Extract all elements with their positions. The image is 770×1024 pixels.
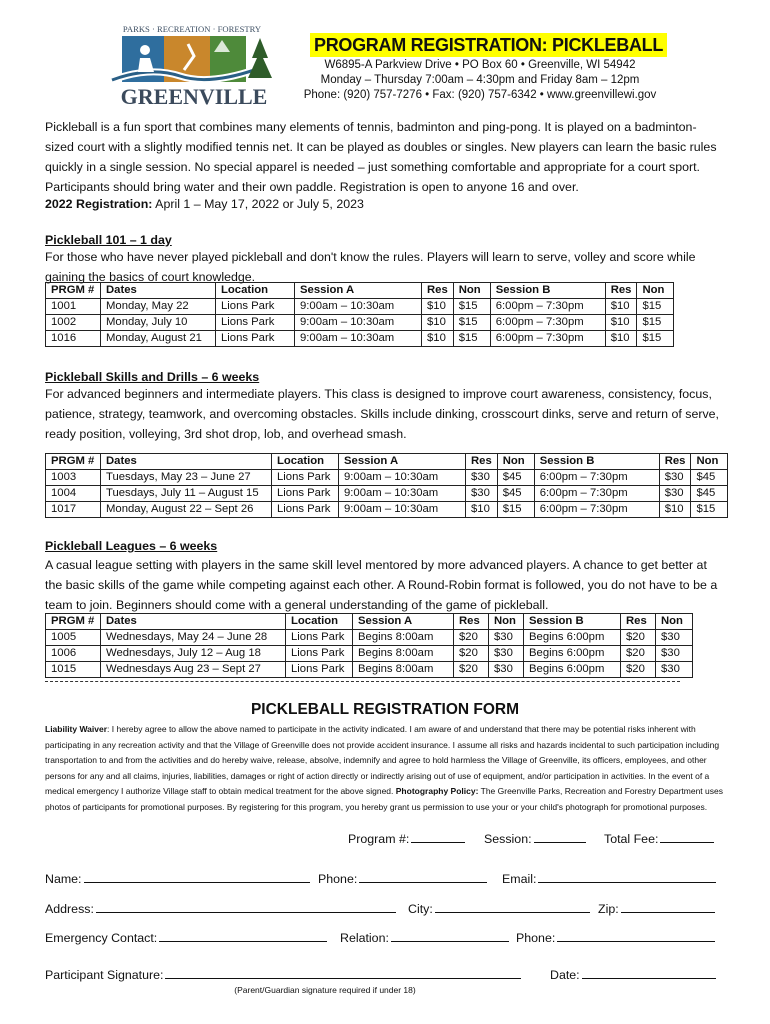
table-cell: Lions Park (216, 331, 295, 347)
column-header: Non (497, 454, 534, 470)
table-cell: $45 (497, 486, 534, 502)
column-header: Non (637, 283, 674, 299)
table-cell: $15 (453, 331, 490, 347)
relation-field (340, 929, 509, 946)
table-cell: Lions Park (272, 502, 339, 518)
column-header: Session B (534, 454, 659, 470)
table-cell: $10 (659, 502, 691, 518)
total-fee-input[interactable] (660, 830, 714, 843)
table-cell: Wednesdays Aug 23 – Sept 27 (101, 662, 286, 678)
table-cell: $30 (489, 662, 524, 678)
program-input[interactable] (411, 830, 465, 843)
relation-label: Relation: (340, 931, 389, 945)
address-input[interactable] (96, 900, 396, 913)
table-cell: 9:00am – 10:30am (339, 502, 466, 518)
address-label: Address: (45, 902, 94, 916)
emergency-contact-field (45, 929, 327, 946)
schedule-table (45, 282, 674, 347)
column-header: Dates (101, 283, 216, 299)
table-header-row (46, 454, 728, 470)
table-cell: $10 (422, 315, 454, 331)
table-cell: Lions Park (216, 299, 295, 315)
table-row (46, 646, 693, 662)
table-cell: $15 (497, 502, 534, 518)
photo-policy-body: The Greenville Parks, Recreation and Forestry Department uses photos of participants for promotional purposes. By registering for this program, you hereby grant us permission to use your or your child's photograph for promotional purposes. (45, 786, 723, 812)
column-header: Session A (353, 614, 454, 630)
table-cell: $45 (497, 470, 534, 486)
schedule-table (45, 613, 693, 678)
column-header: Non (489, 614, 524, 630)
table-row (46, 486, 728, 502)
registration-line (45, 195, 364, 213)
table-cell: $30 (466, 470, 498, 486)
emergency-contact-label: Emergency Contact: (45, 931, 158, 945)
phone-input[interactable] (359, 870, 487, 883)
table-cell: Begins 6:00pm (524, 630, 621, 646)
section-heading: Pickleball Leagues – 6 weeks (45, 539, 218, 553)
phone-label: Phone: (318, 872, 358, 886)
column-header: Session B (490, 283, 605, 299)
header-hours: Monday – Thursday 7:00am – 4:30pm and Friday 8am – 12pm (320, 74, 640, 86)
table-cell: $15 (637, 315, 674, 331)
date-label: Date: (550, 968, 580, 982)
table-cell: 6:00pm – 7:30pm (534, 486, 659, 502)
section-description: For advanced beginners and intermediate players. This class is designed to improve court awareness, consistency, focus, patience, strategy, teamwork, and overcoming obstacles. Skills include dinking, crosscourt dinks, serve and return of serve, ready position, volleying, 3rd shot drop, lob, and overhead smash. (45, 387, 720, 441)
table-cell: 1002 (46, 315, 101, 331)
table-cell: Begins 8:00am (353, 630, 454, 646)
column-header: Location (272, 454, 339, 470)
column-header: Res (621, 614, 656, 630)
email-label: Email: (502, 872, 537, 886)
table-cell: 1005 (46, 630, 101, 646)
date-input[interactable] (582, 966, 716, 979)
column-header: Res (659, 454, 691, 470)
program-label: Program #: (348, 832, 410, 846)
table-cell: $45 (691, 486, 728, 502)
column-header: Res (466, 454, 498, 470)
photo-policy-label: Photography Policy: (395, 786, 479, 797)
table-cell: $20 (621, 662, 656, 678)
table-cell: Begins 8:00am (353, 646, 454, 662)
column-header: Res (422, 283, 454, 299)
phone-field (318, 870, 487, 887)
table-cell: 1017 (46, 502, 101, 518)
table-cell: Monday, July 10 (101, 315, 216, 331)
table-cell: $10 (422, 299, 454, 315)
column-header: Non (656, 614, 693, 630)
table-cell: $10 (605, 331, 637, 347)
logo-wordmark: GREENVILLE (120, 84, 268, 108)
table-cell: 6:00pm – 7:30pm (490, 315, 605, 331)
table-cell: 6:00pm – 7:30pm (490, 331, 605, 347)
table-cell: 1003 (46, 470, 101, 486)
table-cell: $30 (489, 646, 524, 662)
table-header-row (46, 283, 674, 299)
table-header-row (46, 614, 693, 630)
zip-label: Zip: (598, 902, 619, 916)
emergency-phone-input[interactable] (557, 929, 715, 942)
table-cell: $10 (605, 299, 637, 315)
table-cell: Begins 6:00pm (524, 662, 621, 678)
table-cell: $45 (691, 470, 728, 486)
column-header: Session A (295, 283, 422, 299)
table-cell: $30 (466, 486, 498, 502)
table-row (46, 502, 728, 518)
session-label: Session: (484, 832, 532, 846)
total-fee-field (604, 830, 714, 847)
table-row (46, 315, 674, 331)
table-cell: $30 (656, 662, 693, 678)
table-cell: Lions Park (286, 662, 353, 678)
table-cell: $20 (621, 630, 656, 646)
table-row (46, 470, 728, 486)
address-field (45, 900, 396, 917)
column-header: Non (453, 283, 490, 299)
waiver-label: Liability Waiver (45, 724, 108, 734)
table-cell: $20 (621, 646, 656, 662)
session-input[interactable] (534, 830, 586, 843)
table-cell: 9:00am – 10:30am (295, 331, 422, 347)
signature-note: (Parent/Guardian signature required if under 18) (234, 985, 416, 995)
table-row (46, 331, 674, 347)
session-field (484, 830, 586, 847)
logo-emblem-icon (112, 36, 272, 82)
name-input[interactable] (84, 870, 310, 883)
section-heading: Pickleball 101 – 1 day (45, 233, 172, 247)
table-cell: $20 (454, 630, 489, 646)
zip-input[interactable] (621, 900, 715, 913)
table-cell: Wednesdays, July 12 – Aug 18 (101, 646, 286, 662)
table-cell: $15 (637, 299, 674, 315)
table-cell: $30 (489, 630, 524, 646)
date-field (550, 966, 716, 983)
cut-line-divider (45, 681, 680, 682)
signature-label: Participant Signature: (45, 968, 164, 982)
table-cell: Monday, August 22 – Sept 26 (101, 502, 272, 518)
email-field (502, 870, 716, 887)
table-cell: Lions Park (272, 486, 339, 502)
table-cell: $15 (637, 331, 674, 347)
relation-input[interactable] (391, 929, 509, 942)
table-cell: Lions Park (272, 470, 339, 486)
table-cell: $15 (453, 299, 490, 315)
form-title: PICKLEBALL REGISTRATION FORM (250, 701, 520, 718)
table-cell: Tuesdays, July 11 – August 15 (101, 486, 272, 502)
column-header: Session B (524, 614, 621, 630)
section-heading: Pickleball Skills and Drills – 6 weeks (45, 370, 260, 384)
column-header: Dates (101, 454, 272, 470)
table-cell: Lions Park (216, 315, 295, 331)
city-label: City: (408, 902, 433, 916)
table-cell: 9:00am – 10:30am (339, 486, 466, 502)
zip-field (598, 900, 715, 917)
name-label: Name: (45, 872, 82, 886)
table-cell: $30 (659, 486, 691, 502)
column-header: Dates (101, 614, 286, 630)
table-cell: 9:00am – 10:30am (295, 315, 422, 331)
column-header: PRGM # (46, 454, 101, 470)
table-cell: $30 (659, 470, 691, 486)
greenville-logo (110, 22, 275, 108)
table-cell: Begins 8:00am (353, 662, 454, 678)
table-cell: $30 (656, 646, 693, 662)
table-cell: $15 (453, 315, 490, 331)
schedule-table (45, 453, 728, 518)
table-row (46, 299, 674, 315)
emergency-phone-field (516, 929, 715, 946)
program-field (348, 830, 465, 847)
intro-paragraph: Pickleball is a fun sport that combines many elements of tennis, badminton and ping-pong. It is played on a badminton-sized court with a slightly modified tennis net. It can be played as doubles or singles. New players can learn the basic rules quickly in a single session. No special apparel is needed – just something comfortable and appropriate for a court sport. Participants should bring water and their own paddle. Registration is open to anyone 16 and over. (45, 120, 717, 194)
column-header: Session A (339, 454, 466, 470)
table-cell: Lions Park (286, 646, 353, 662)
column-header: Location (286, 614, 353, 630)
table-cell: 1004 (46, 486, 101, 502)
logo-tagline: PARKS · RECREATION · FORESTRY (122, 24, 262, 34)
city-input[interactable] (435, 900, 590, 913)
table-cell: 9:00am – 10:30am (295, 299, 422, 315)
waiver-body: : I hereby agree to allow the above named to participate in the activity indicated. I am aware of and understand that there may be potential risks inherent with participating in any recreation activity and that the Village of Greenville does not provide accident insurance. I assume all risks and hazards incidental to such participation including transportation to and from the activities and do hereby waive, release, absolve, indemnify and agree to hold harmless the Village of Greenville, its officers, employees, and other persons for any and all claims, injuries, liabilities, damages or right of action directly or indirectly arising out of use of equipment, and/or participation in activities. In the event of a medical emergency I authorize Village staff to obtain medical treatment for the above signed. (45, 724, 720, 797)
table-cell: $10 (422, 331, 454, 347)
table-cell: 1006 (46, 646, 101, 662)
page-title: PROGRAM REGISTRATION: PICKLEBALL (310, 33, 667, 57)
email-input[interactable] (538, 870, 716, 883)
city-field (408, 900, 590, 917)
signature-input[interactable] (165, 966, 521, 979)
table-cell: 1016 (46, 331, 101, 347)
table-cell: Monday, May 22 (101, 299, 216, 315)
waiver-text (45, 722, 725, 816)
table-cell: $30 (656, 630, 693, 646)
table-cell: Begins 6:00pm (524, 646, 621, 662)
table-cell: $15 (691, 502, 728, 518)
column-header: PRGM # (46, 283, 101, 299)
column-header: Res (454, 614, 489, 630)
table-cell: $20 (454, 662, 489, 678)
emergency-contact-input[interactable] (159, 929, 327, 942)
table-cell: 6:00pm – 7:30pm (534, 502, 659, 518)
column-header: Res (605, 283, 637, 299)
section-description: For those who have never played pickleball and don't know the rules. Players will learn to serve, volley and score while gaining the basics of court knowledge. (45, 250, 696, 284)
table-cell: 6:00pm – 7:30pm (490, 299, 605, 315)
table-row (46, 662, 693, 678)
header-address: W6895-A Parkview Drive • PO Box 60 • Greenville, WI 54942 (324, 59, 636, 71)
table-cell: $10 (466, 502, 498, 518)
table-cell: 1001 (46, 299, 101, 315)
column-header: PRGM # (46, 614, 101, 630)
signature-field (45, 966, 521, 983)
header-contact: Phone: (920) 757-7276 • Fax: (920) 757-6342 • www.greenvillewi.gov (303, 89, 657, 101)
table-cell: Tuesdays, May 23 – June 27 (101, 470, 272, 486)
column-header: Location (216, 283, 295, 299)
table-cell: $20 (454, 646, 489, 662)
total-fee-label: Total Fee: (604, 832, 659, 846)
table-cell: Monday, August 21 (101, 331, 216, 347)
table-cell: 6:00pm – 7:30pm (534, 470, 659, 486)
name-field (45, 870, 310, 887)
table-cell: Wednesdays, May 24 – June 28 (101, 630, 286, 646)
table-cell: Lions Park (286, 630, 353, 646)
table-row (46, 630, 693, 646)
emergency-phone-label: Phone: (516, 931, 556, 945)
column-header: Non (691, 454, 728, 470)
registration-label: 2022 Registration: (45, 197, 153, 211)
table-cell: 9:00am – 10:30am (339, 470, 466, 486)
table-cell: 1015 (46, 662, 101, 678)
table-cell: $10 (605, 315, 637, 331)
section-description: A casual league setting with players in the same skill level mentored by more advanced players. A chance to get better at the basic skills of the game while competing against each other. A Round-Robin format is followed, you do not have to be a team to join. Beginners should come with a general understanding of the game of pickleball. (45, 558, 718, 612)
registration-dates: April 1 – May 17, 2022 or July 5, 2023 (152, 197, 364, 211)
